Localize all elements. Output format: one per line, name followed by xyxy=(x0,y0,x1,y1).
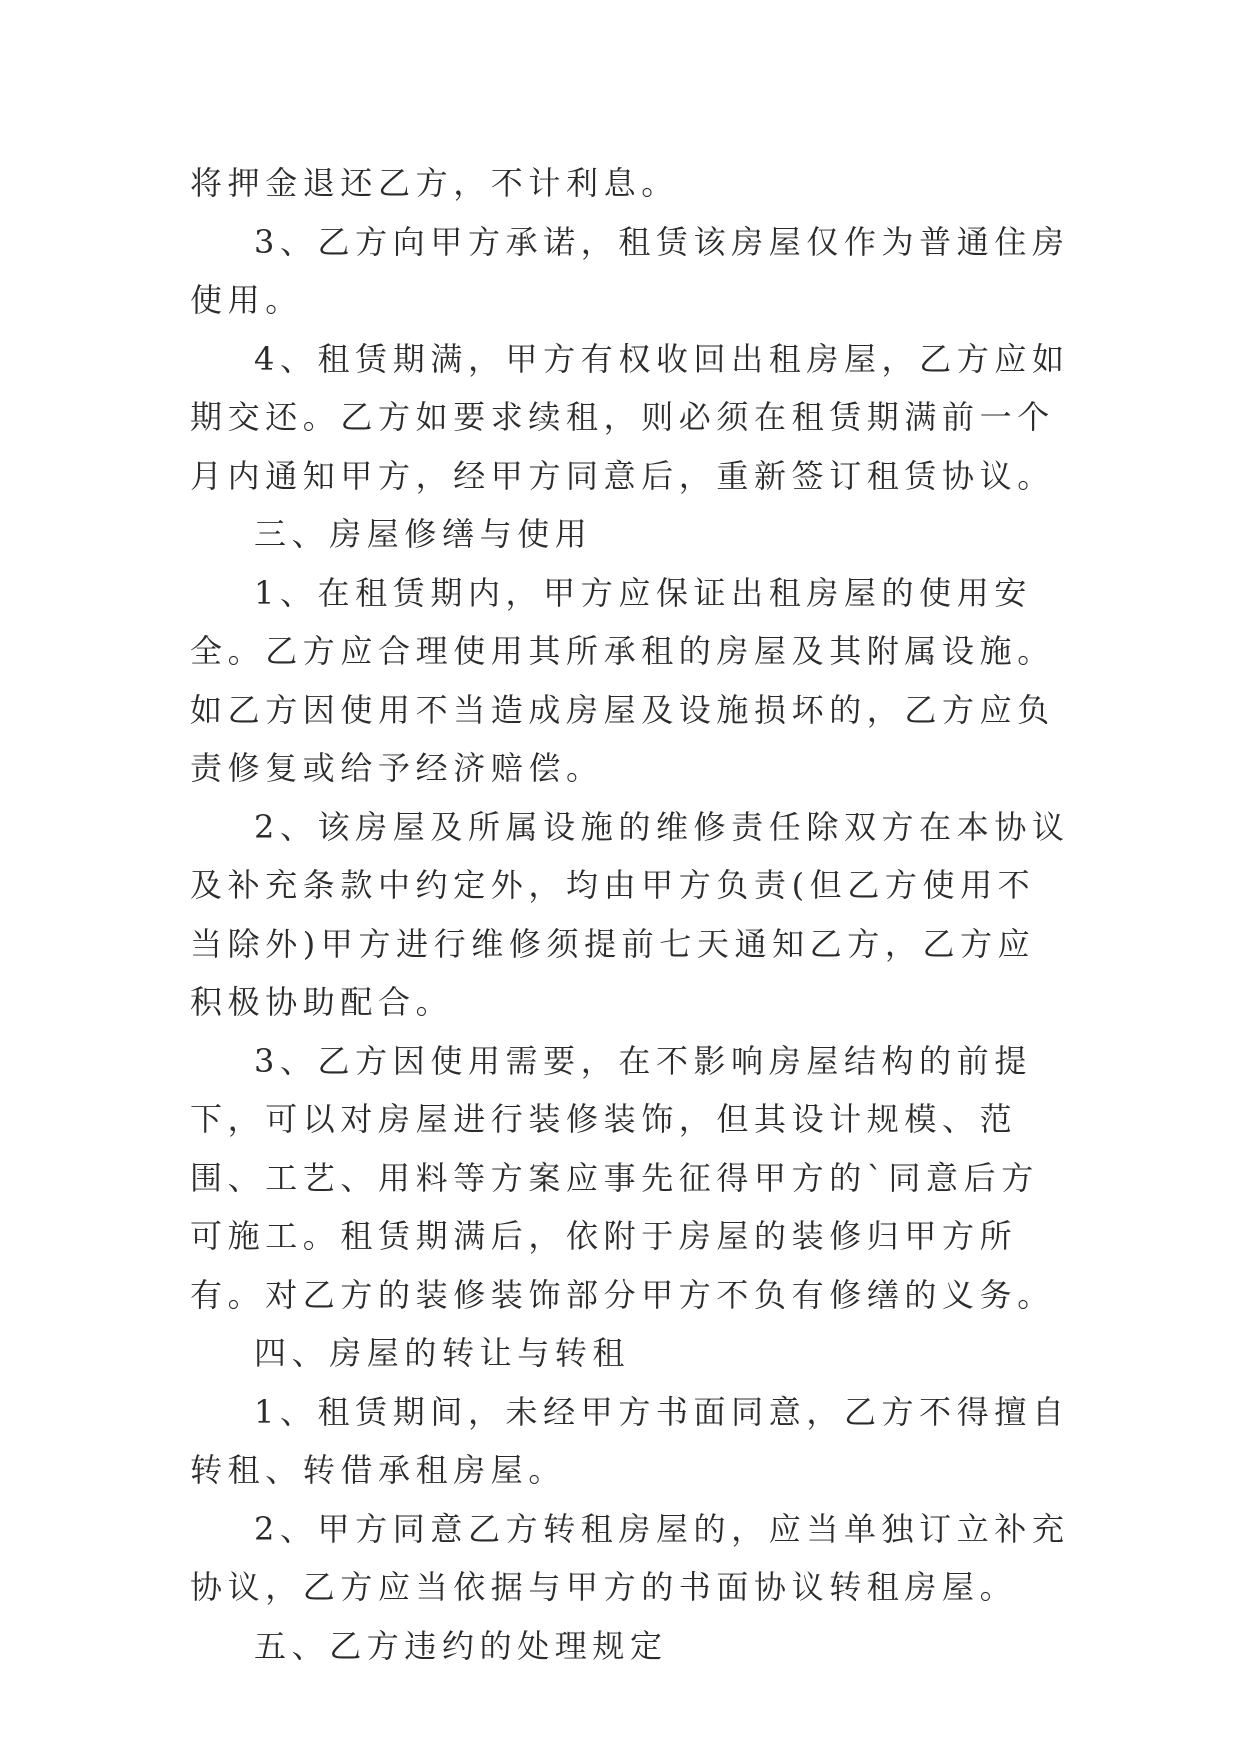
paragraph: 3、乙方因使用需要，在不影响房屋结构的前提下，可以对房屋进行装修装饰，但其设计规模、范围、工艺、用料等方案应事先征得甲方的`同意后方可施工。租赁期满后，依附于房屋的装修归甲方所有。对乙方的装修装饰部分甲方不负有修缮的义务。 xyxy=(190,1041,1055,1314)
section-heading: 三、房屋修缮与使用 xyxy=(254,515,593,553)
paragraph: 3、乙方向甲方承诺，租赁该房屋仅作为普通住房使用。 xyxy=(190,222,1070,319)
paragraph: 2、该房屋及所属设施的维修责任除双方在本协议及补充条款中约定外，均由甲方负责(但乙方使用不当除外)甲方进行维修须提前七天通知乙方，乙方应积极协助配合。 xyxy=(190,807,1070,1021)
paragraph: 1、租赁期间，未经甲方书面同意，乙方不得擅自转租、转借承租房屋。 xyxy=(190,1392,1070,1489)
paragraph: 将押金退还乙方，不计利息。 xyxy=(190,164,679,202)
document-body xyxy=(190,154,1070,1675)
paragraph: 1、在租赁期内，甲方应保证出租房屋的使用安全。乙方应合理使用其所承租的房屋及其附属设施。如乙方因使用不当造成房屋及设施损坏的，乙方应负责修复或给予经济赔偿。 xyxy=(190,573,1055,787)
section-heading: 五、乙方违约的处理规定 xyxy=(254,1626,668,1665)
section-heading: 四、房屋的转让与转租 xyxy=(254,1334,631,1372)
paragraph: 2、甲方同意乙方转租房屋的，应当单独订立补充协议，乙方应当依据与甲方的书面协议转租房屋。 xyxy=(190,1509,1070,1606)
paragraph: 4、租赁期满，甲方有权收回出租房屋，乙方应如期交还。乙方如要求续租，则必须在租赁期满前一个月内通知甲方，经甲方同意后，重新签订租赁协议。 xyxy=(190,339,1070,495)
